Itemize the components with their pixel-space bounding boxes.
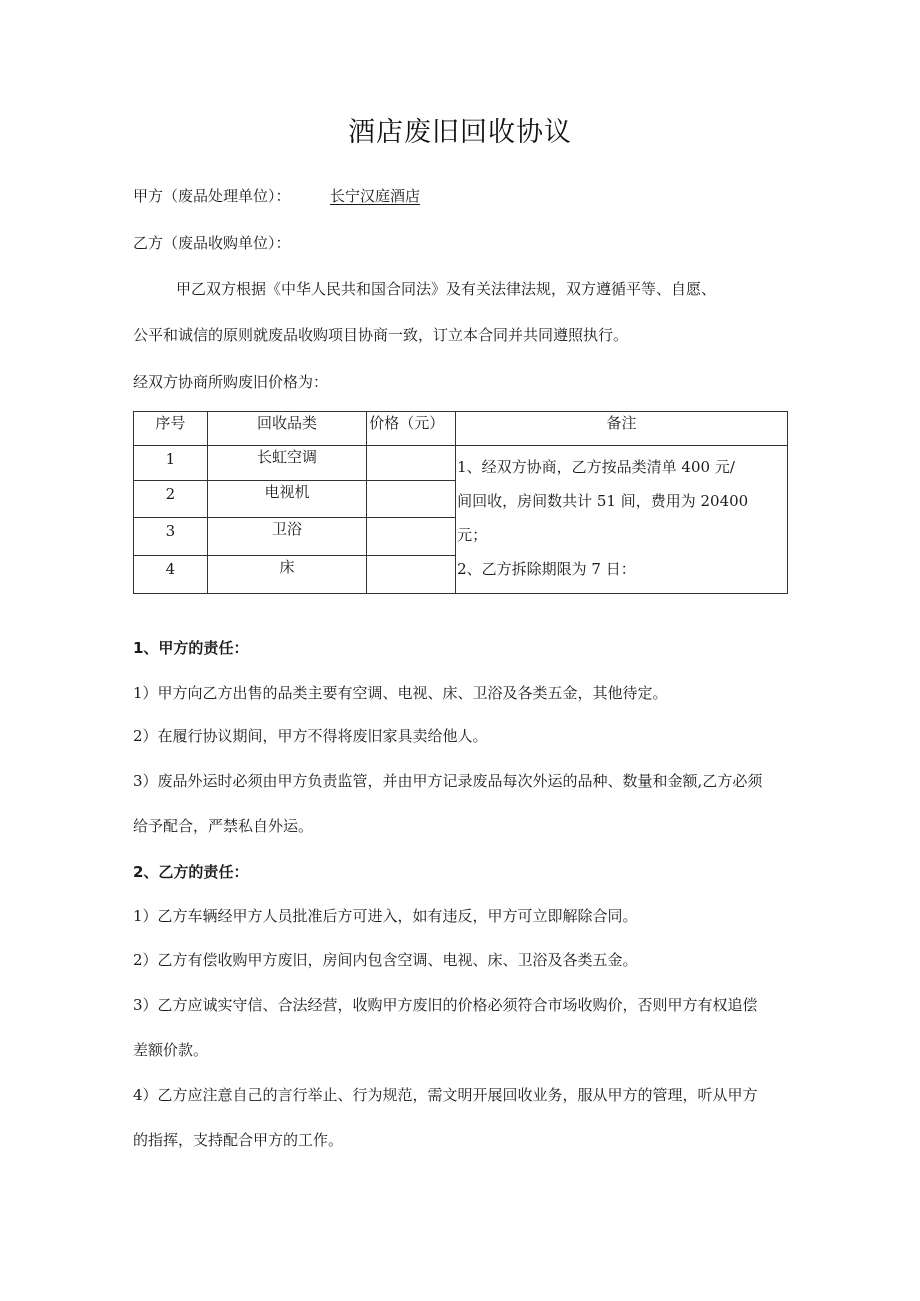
row-seq: 3 [134, 518, 208, 556]
header-seq: 序号 [134, 412, 208, 446]
section-b-item: 2）乙方有偿收购甲方废旧，房间内包含空调、电视、床、卫浴及各类五金。 [133, 951, 638, 969]
section-a-heading: 1、甲方的责任： [133, 639, 249, 657]
party-a-value: 长宁汉庭酒店 [330, 187, 421, 205]
row-category: 卫浴 [207, 518, 366, 556]
price-intro: 经双方协商所购废旧价格为： [133, 373, 329, 391]
header-price: 价格（元） [367, 412, 456, 446]
row-price [367, 556, 456, 594]
note-line: 2、乙方拆除期限为 7 日： [457, 560, 636, 578]
row-seq: 4 [134, 556, 208, 594]
section-b-item: 3）乙方应诚实守信、合法经营，收购甲方废旧的价格必须符合市场收购价，否则甲方有权追偿 [133, 996, 758, 1014]
section-b-item-continued: 的指挥，支持配合甲方的工作。 [133, 1131, 344, 1149]
table-header-row [134, 412, 788, 446]
section-b-heading: 2、乙方的责任： [133, 863, 249, 881]
intro-line-1: 甲乙双方根据《中华人民共和国合同法》及有关法律法规，双方遵循平等、自愿、 [176, 280, 717, 298]
header-note: 备注 [456, 412, 788, 446]
party-b-label: 乙方（废品收购单位）： [133, 234, 291, 252]
section-a-item: 1）甲方向乙方出售的品类主要有空调、电视、床、卫浴及各类五金，其他待定。 [133, 684, 668, 702]
note-line: 间回收，房间数共计 51 间，费用为 20400 [457, 492, 749, 510]
row-price [367, 481, 456, 518]
note-line: 1、经双方协商，乙方按品类清单 400 元/ [457, 458, 735, 476]
section-b-item: 4）乙方应注意自己的言行举止、行为规范，需文明开展回收业务，服从甲方的管理，听从甲方 [133, 1086, 758, 1104]
header-category: 回收品类 [207, 412, 366, 446]
note-line: 元； [457, 526, 488, 544]
document-title: 酒店废旧回收协议 [348, 117, 572, 148]
table-row [134, 446, 788, 481]
row-price [367, 518, 456, 556]
section-a-item-continued: 给予配合，严禁私自外运。 [133, 817, 314, 835]
intro-line-2: 公平和诚信的原则就废品收购项目协商一致，订立本合同并共同遵照执行。 [133, 326, 629, 344]
row-category: 电视机 [207, 481, 366, 518]
section-b-item: 1）乙方车辆经甲方人员批准后方可进入，如有违反，甲方可立即解除合同。 [133, 907, 638, 925]
row-seq: 1 [134, 446, 208, 481]
row-category: 床 [207, 556, 366, 594]
row-seq: 2 [134, 481, 208, 518]
party-a-label: 甲方（废品处理单位）： [133, 187, 291, 205]
row-price [367, 446, 456, 481]
note-cell [456, 446, 788, 594]
section-b-item-continued: 差额价款。 [133, 1041, 209, 1059]
row-category: 长虹空调 [207, 446, 366, 481]
section-a-item: 2）在履行协议期间，甲方不得将废旧家具卖给他人。 [133, 727, 488, 745]
price-table [133, 411, 788, 594]
section-a-item: 3）废品外运时必须由甲方负责监管，并由甲方记录废品每次外运的品种、数量和金额,乙方必须 [133, 772, 763, 790]
